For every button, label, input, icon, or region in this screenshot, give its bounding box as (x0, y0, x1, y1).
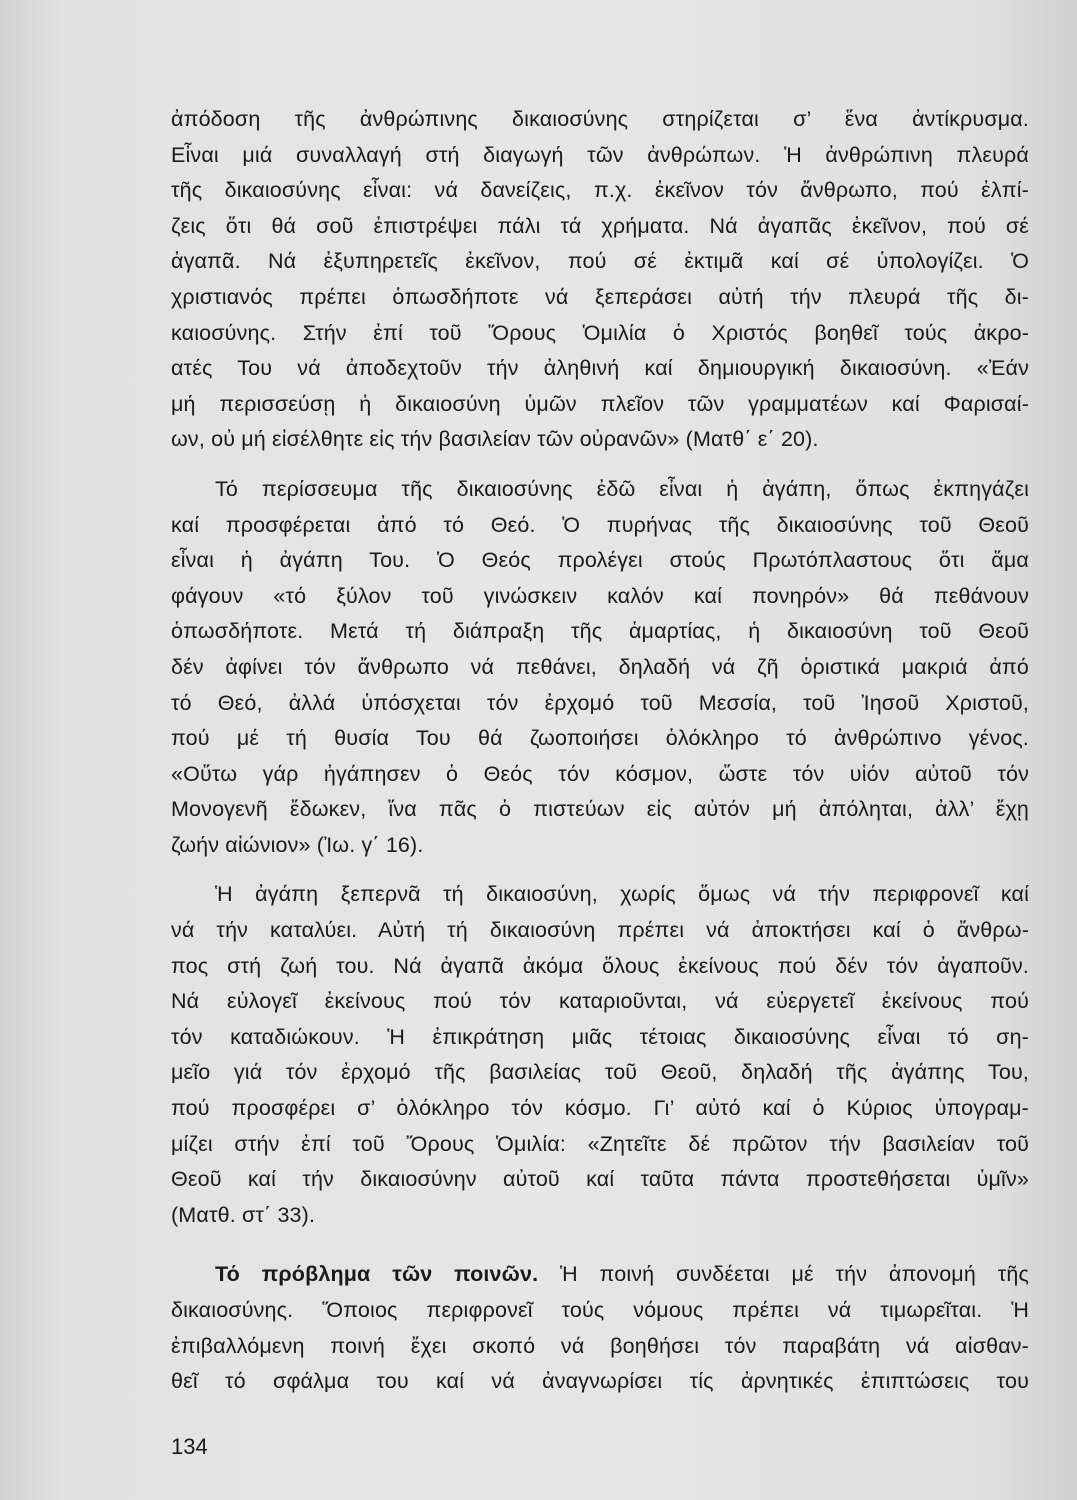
text-line: «Οὕτω γάρ ἠγάπησεν ὁ Θεός τόν κόσμον, ὥστε τόν υἱόν αὐτοῦ τόν (171, 761, 1029, 786)
text-line: Νά εὐλογεῖ ἐκείνους πού τόν καταριοῦνται, νά εὐεργετεῖ ἐκείνους πού (171, 989, 1029, 1014)
text-line: πού προσφέρει σ’ ὁλόκληρο τόν κόσμο. Γι’ αὐτό καί ὁ Κύριος ὑπογραμ- (171, 1096, 1029, 1121)
text-line: ων, οὐ μή εἰσέλθητε εἰς τήν βασιλείαν τῶν οὐρανῶν» (Ματθ΄ ε΄ 20). (171, 427, 819, 452)
text-line: Τό περίσσευμα τῆς δικαιοσύνης ἐδῶ εἶναι ἡ ἀγάπη, ὅπως ἐκπηγάζει (215, 476, 1029, 501)
text-line (171, 1257, 1029, 1293)
text-line: Ἡ ἀγάπη ξεπερνᾶ τή δικαιοσύνη, χωρίς ὅμως νά τήν περιφρονεῖ καί (215, 882, 1029, 907)
text-line: μή περισσεύσῃ ἡ δικαιοσύνη ὑμῶν πλεῖον τῶν γραμματέων καί Φαρισαί- (171, 391, 1029, 416)
text-line: (Ματθ. στ΄ 33). (171, 1202, 316, 1227)
text-line: ατές Του νά ἀποδεχτοῦν τήν ἀληθινή καί δημιουργική δικαιοσύνη. «Ἐάν (171, 356, 1029, 381)
text-line: καιοσύνης. Στήν ἐπί τοῦ Ὄρους Ὁμιλία ὁ Χριστός βοηθεῖ τούς ἀκρο- (171, 320, 1029, 345)
text-line: μίζει στήν ἐπί τοῦ Ὄρους Ὁμιλία: «Ζητεῖτε δέ πρῶτον τήν βασιλείαν τοῦ (171, 1131, 1029, 1156)
paragraph-gap (171, 863, 1029, 877)
text-line: φάγουν «τό ξύλον τοῦ γινώσκειν καλόν καί πονηρόν» θά πεθάνουν (171, 583, 1029, 608)
section-heading: Τό πρόβλημα τῶν ποινῶν. (215, 1262, 539, 1287)
text-line: θεῖ τό σφάλμα του καί νά ἀναγνωρίσει τίς ἀρνητικές ἐπιπτώσεις του (171, 1369, 1029, 1394)
text-line: Θεοῦ καί τήν δικαιοσύνην αὐτοῦ καί ταῦτα πάντα προστεθήσεται ὑμῖν» (171, 1167, 1029, 1192)
text-line: καί προσφέρεται ἀπό τό Θεό. Ὁ πυρήνας τῆς δικαιοσύνης τοῦ Θεοῦ (171, 512, 1029, 537)
text-line: τῆς δικαιοσύνης εἶναι: νά δανείζεις, π.χ. ἐκεῖνον τόν ἄνθρωπο, πού ἐλπί- (171, 178, 1029, 203)
text-line: τόν καταδιώκουν. Ἡ ἐπικράτηση μιᾶς τέτοιας δικαιοσύνης εἶναι τό ση- (171, 1024, 1029, 1049)
text-line: ζωήν αἰώνιον» (Ἰω. γ΄ 16). (171, 832, 424, 857)
paragraph-gap (171, 1233, 1029, 1257)
text-line: πού μέ τή θυσία Του θά ζωοποιήσει ὁλόκληρο τό ἀνθρώπινο γένος. (171, 726, 1029, 751)
text-line: Μονογενῆ ἔδωκεν, ἵνα πᾶς ὁ πιστεύων εἰς αὐτόν μή ἀπόληται, ἀλλ’ ἔχῃ (171, 797, 1029, 822)
text-line: ἀπόδοση τῆς ἀνθρώπινης δικαιοσύνης στηρίζεται σ’ ἕνα ἀντίκρυσμα. (171, 107, 1029, 131)
text-line: νά τήν καταλύει. Αὐτή τή δικαιοσύνη πρέπει νά ἀποκτήσει καί ὁ ἄνθρω- (171, 918, 1029, 943)
section-penalties (171, 1257, 1029, 1399)
section-first-line-text: Ἡ ποινή συνδέεται μέ τήν ἀπονομή τῆς (538, 1262, 1029, 1287)
text-line: χριστιανός πρέπει ὁπωσδήποτε νά ξεπεράσει αὐτή τήν πλευρά τῆς δι- (171, 284, 1029, 309)
text-line: τό Θεό, ἀλλά ὑπόσχεται τόν ἐρχομό τοῦ Μεσσία, τοῦ Ἰησοῦ Χριστοῦ, (171, 690, 1029, 715)
text-line: πος στή ζωή του. Νά ἀγαπᾶ ἀκόμα ὅλους ἐκείνους πού δέν τόν ἀγαποῦν. (171, 953, 1029, 978)
text-line: ἀγαπᾶ. Νά ἐξυπηρετεῖς ἐκεῖνον, πού σέ ἐκτιμᾶ καί σέ ὑπολογίζει. Ὁ (171, 249, 1029, 274)
text-line: δικαιοσύνης. Ὅποιος περιφρονεῖ τούς νόμους πρέπει νά τιμωρεῖται. Ἡ (171, 1298, 1029, 1322)
paragraph-3 (171, 877, 1029, 1233)
text-line: δέν ἀφίνει τόν ἄνθρωπο νά πεθάνει, δηλαδή νά ζῆ ὁριστικά μακριά ἀπό (171, 654, 1029, 679)
text-line: ὁπωσδήποτε. Μετά τή διάπραξη τῆς ἁμαρτίας, ἡ δικαιοσύνη τοῦ Θεοῦ (171, 619, 1029, 644)
paragraph-1 (171, 102, 1029, 458)
text-line: εἶναι ἡ ἀγάπη Του. Ὁ Θεός προλέγει στούς Πρωτόπλαστους ὅτι ἅμα (171, 548, 1029, 573)
text-line: Εἶναι μιά συναλλαγή στή διαγωγή τῶν ἀνθρώπων. Ἡ ἀνθρώπινη πλευρά (171, 142, 1029, 167)
text-line: ζεις ὅτι θά σοῦ ἐπιστρέψει πάλι τά χρήματα. Νά ἀγαπᾶς ἐκεῖνον, πού σέ (171, 213, 1029, 238)
body-text (171, 102, 1029, 1400)
text-line: μεῖο γιά τόν ἐρχομό τῆς βασιλείας τοῦ Θεοῦ, δηλαδή τῆς ἀγάπης Του, (171, 1060, 1029, 1085)
page-number: 134 (171, 1434, 208, 1459)
paragraph-gap (171, 458, 1029, 472)
text-line: ἐπιβαλλόμενη ποινή ἔχει σκοπό νά βοηθήσει τόν παραβάτη νά αἰσθαν- (171, 1333, 1029, 1358)
paragraph-2 (171, 472, 1029, 864)
